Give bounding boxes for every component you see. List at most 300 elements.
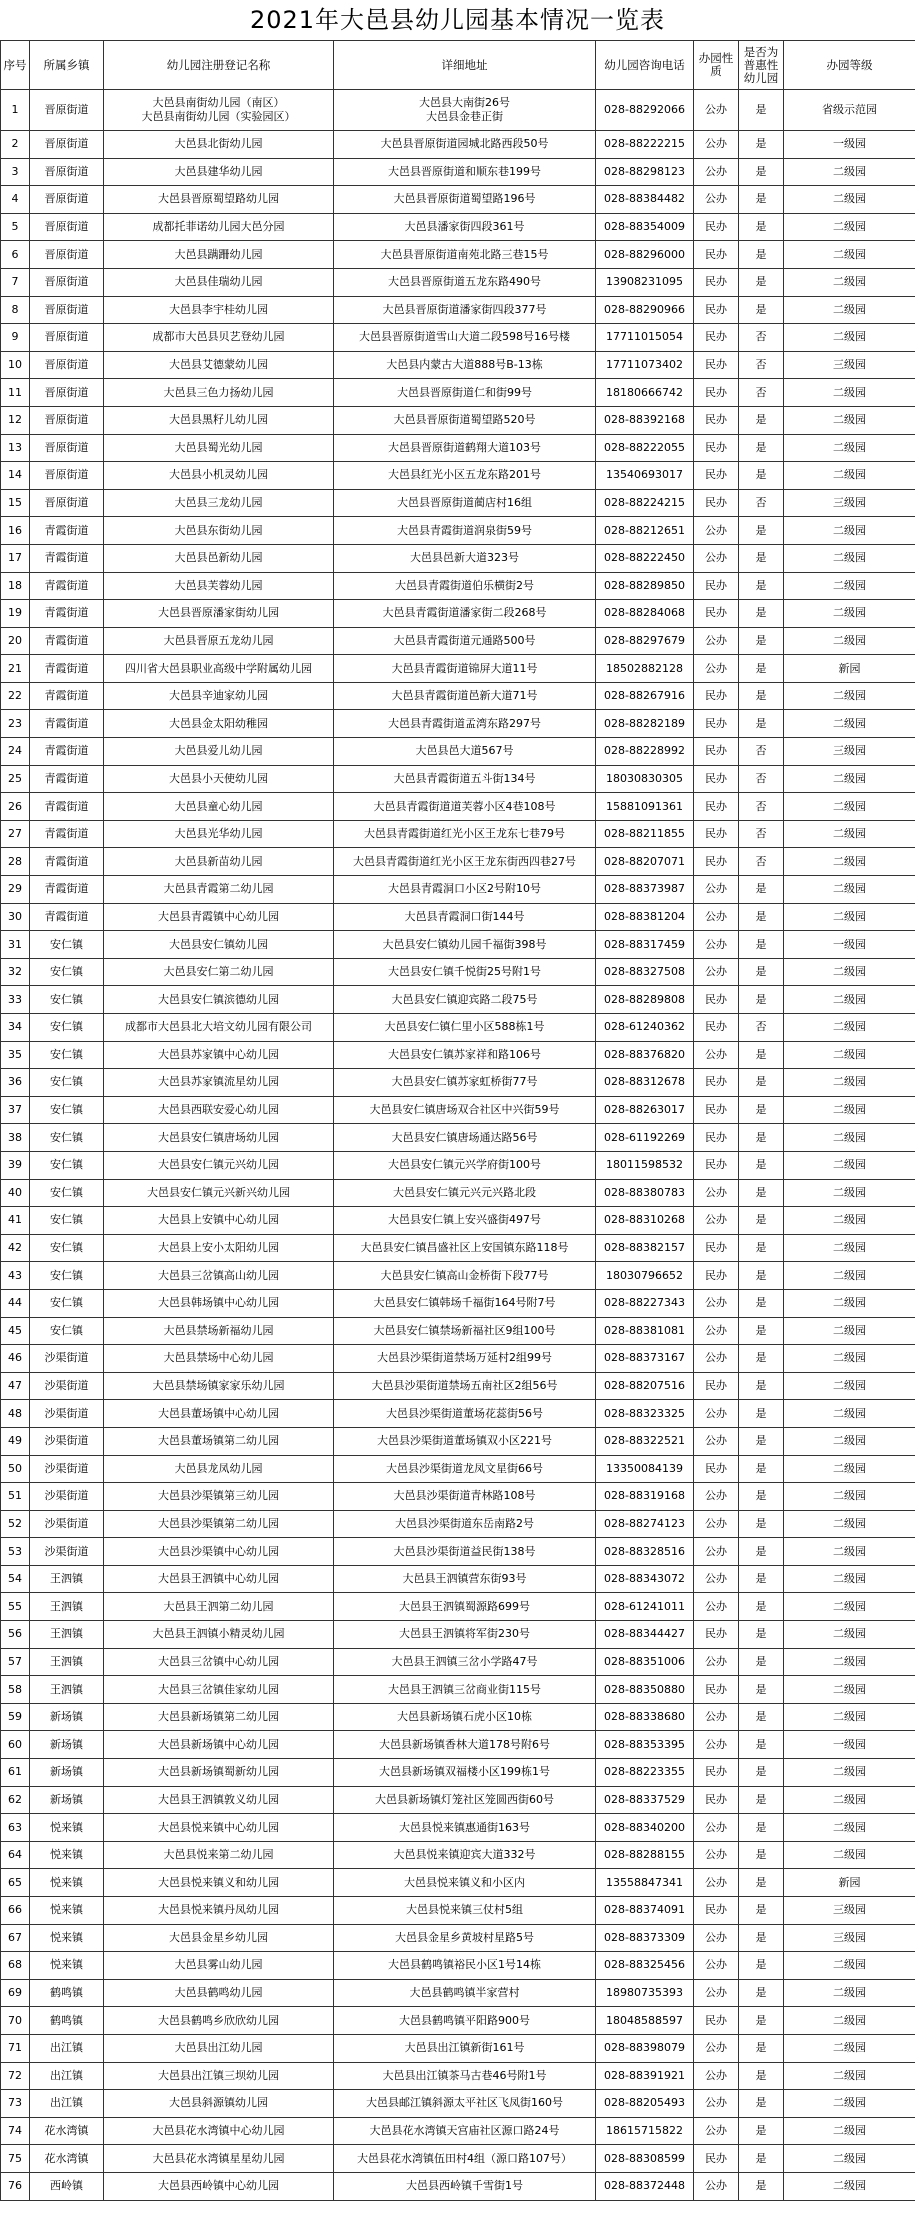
- cell-name: 大邑县新苗幼儿园: [104, 848, 334, 876]
- cell-phone: 028-88319168: [596, 1483, 694, 1511]
- cell-phone: 18030796652: [596, 1262, 694, 1290]
- cell-name: 大邑县三岔镇佳家幼儿园: [104, 1676, 334, 1704]
- cell-name: 大邑县蜀光幼儿园: [104, 434, 334, 462]
- cell-address: 大邑县沙渠街道禁场万延村2组99号: [334, 1345, 596, 1373]
- cell-address: 大邑县青霞洞口小区2号附10号: [334, 876, 596, 904]
- cell-town: 晋原街道: [30, 131, 104, 159]
- cell-grade: 二级园: [784, 1510, 915, 1538]
- cell-seq: 25: [1, 765, 30, 793]
- cell-phone: 028-88228992: [596, 738, 694, 766]
- table-row: [1, 1400, 915, 1428]
- cell-phone: 028-88308599: [596, 2145, 694, 2173]
- cell-nature: 公办: [694, 931, 739, 959]
- table-row: [1, 1234, 915, 1262]
- cell-seq: 54: [1, 1565, 30, 1593]
- cell-seq: 41: [1, 1207, 30, 1235]
- cell-nature: 民办: [694, 765, 739, 793]
- table-row: [1, 324, 915, 352]
- cell-name: 大邑县王泗镇小精灵幼儿园: [104, 1621, 334, 1649]
- cell-inclusive: 是: [739, 876, 784, 904]
- cell-inclusive: 是: [739, 1979, 784, 2007]
- cell-town: 青霞街道: [30, 793, 104, 821]
- cell-address: 大邑县沙渠街道董场花蕊街56号: [334, 1400, 596, 1428]
- table-row: [1, 793, 915, 821]
- cell-town: 悦来镇: [30, 1924, 104, 1952]
- cell-address: 大邑县出江镇茶马古巷46号附1号: [334, 2062, 596, 2090]
- cell-inclusive: 是: [739, 2007, 784, 2035]
- cell-name: 大邑县悦来镇丹凤幼儿园: [104, 1897, 334, 1925]
- cell-seq: 38: [1, 1124, 30, 1152]
- cell-phone: 028-88212651: [596, 517, 694, 545]
- cell-phone: 028-88274123: [596, 1510, 694, 1538]
- header-name: 幼儿园注册登记名称: [104, 41, 334, 90]
- cell-inclusive: 是: [739, 1179, 784, 1207]
- cell-inclusive: 否: [739, 793, 784, 821]
- cell-phone: 028-88296000: [596, 241, 694, 269]
- cell-phone: 18980735393: [596, 1979, 694, 2007]
- cell-grade: 二级园: [784, 1648, 915, 1676]
- cell-address: 大邑县西岭镇千雪街1号: [334, 2172, 596, 2200]
- cell-address: 大邑县安仁镇幼儿园千福街398号: [334, 931, 596, 959]
- cell-seq: 61: [1, 1759, 30, 1787]
- cell-address: 大邑县安仁镇千悦街25号附1号: [334, 958, 596, 986]
- cell-phone: 028-88317459: [596, 931, 694, 959]
- cell-nature: 民办: [694, 1621, 739, 1649]
- cell-phone: 028-88340200: [596, 1814, 694, 1842]
- cell-address: 大邑县青霞街道孟湾东路297号: [334, 710, 596, 738]
- cell-town: 晋原街道: [30, 90, 104, 131]
- cell-inclusive: 是: [739, 1151, 784, 1179]
- cell-seq: 39: [1, 1151, 30, 1179]
- cell-town: 悦来镇: [30, 1952, 104, 1980]
- cell-town: 安仁镇: [30, 1096, 104, 1124]
- cell-address: 大邑县潘家街四段361号: [334, 213, 596, 241]
- cell-seq: 27: [1, 820, 30, 848]
- cell-phone: 028-88227343: [596, 1289, 694, 1317]
- cell-inclusive: 是: [739, 958, 784, 986]
- cell-grade: 二级园: [784, 1703, 915, 1731]
- cell-address: 大邑县王泗镇将军街230号: [334, 1621, 596, 1649]
- cell-town: 沙渠街道: [30, 1510, 104, 1538]
- cell-inclusive: 否: [739, 848, 784, 876]
- cell-grade: 二级园: [784, 2007, 915, 2035]
- cell-nature: 民办: [694, 710, 739, 738]
- cell-phone: 028-88222055: [596, 434, 694, 462]
- cell-phone: 028-88297679: [596, 627, 694, 655]
- cell-phone: 028-88351006: [596, 1648, 694, 1676]
- table-row: [1, 186, 915, 214]
- cell-inclusive: 否: [739, 489, 784, 517]
- cell-name: 大邑县蹒跚幼儿园: [104, 241, 334, 269]
- cell-town: 安仁镇: [30, 1234, 104, 1262]
- cell-phone: 028-88289850: [596, 572, 694, 600]
- cell-seq: 70: [1, 2007, 30, 2035]
- cell-seq: 32: [1, 958, 30, 986]
- cell-inclusive: 否: [739, 738, 784, 766]
- cell-nature: 公办: [694, 1731, 739, 1759]
- cell-grade: 二级园: [784, 986, 915, 1014]
- table-row: [1, 131, 915, 159]
- cell-address: 大邑县青霞街道伯乐横街2号: [334, 572, 596, 600]
- cell-grade: 二级园: [784, 820, 915, 848]
- cell-nature: 民办: [694, 2145, 739, 2173]
- cell-inclusive: 是: [739, 986, 784, 1014]
- cell-phone: 18615715822: [596, 2117, 694, 2145]
- cell-address: 大邑县晋原街道蜀望路196号: [334, 186, 596, 214]
- cell-inclusive: 是: [739, 1897, 784, 1925]
- cell-grade: 二级园: [784, 379, 915, 407]
- table-row: [1, 1262, 915, 1290]
- table-header-row: [1, 41, 915, 90]
- table-row: [1, 2172, 915, 2200]
- cell-town: 晋原街道: [30, 489, 104, 517]
- cell-nature: 公办: [694, 1979, 739, 2007]
- cell-address: 大邑县晋原街道鹤翔大道103号: [334, 434, 596, 462]
- kindergarten-table: [0, 40, 915, 2201]
- cell-nature: 公办: [694, 2117, 739, 2145]
- cell-grade: 二级园: [784, 1014, 915, 1042]
- cell-address: 大邑县鹤鸣镇半家营村: [334, 1979, 596, 2007]
- cell-name: 大邑县苏家镇流星幼儿园: [104, 1069, 334, 1097]
- cell-inclusive: 是: [739, 1455, 784, 1483]
- cell-address: 大邑县晋原街道雪山大道二段598号16号楼: [334, 324, 596, 352]
- cell-town: 青霞街道: [30, 876, 104, 904]
- cell-address: 大邑县鹤鸣镇裕民小区1号14栋: [334, 1952, 596, 1980]
- cell-grade: 二级园: [784, 1952, 915, 1980]
- cell-address: 大邑县沙渠街道董场镇双小区221号: [334, 1427, 596, 1455]
- table-row: [1, 1014, 915, 1042]
- cell-inclusive: 是: [739, 903, 784, 931]
- cell-address: 大邑县青霞街道红光小区王龙东七巷79号: [334, 820, 596, 848]
- cell-town: 王泗镇: [30, 1565, 104, 1593]
- cell-name: 大邑县董场镇第二幼儿园: [104, 1427, 334, 1455]
- cell-address: 大邑县安仁镇苏家虹桥街77号: [334, 1069, 596, 1097]
- cell-inclusive: 是: [739, 1648, 784, 1676]
- cell-phone: 028-88325456: [596, 1952, 694, 1980]
- cell-nature: 民办: [694, 1455, 739, 1483]
- cell-town: 青霞街道: [30, 682, 104, 710]
- cell-inclusive: 是: [739, 1372, 784, 1400]
- cell-nature: 民办: [694, 1151, 739, 1179]
- cell-nature: 民办: [694, 1069, 739, 1097]
- cell-grade: 二级园: [784, 1289, 915, 1317]
- cell-phone: 028-88327508: [596, 958, 694, 986]
- cell-inclusive: 是: [739, 1400, 784, 1428]
- table-row: [1, 1510, 915, 1538]
- cell-name: 大邑县上安镇中心幼儿园: [104, 1207, 334, 1235]
- cell-town: 新场镇: [30, 1703, 104, 1731]
- cell-phone: 028-88354009: [596, 213, 694, 241]
- cell-name: 大邑县安仁镇元兴幼儿园: [104, 1151, 334, 1179]
- cell-phone: 13540693017: [596, 462, 694, 490]
- table-row: [1, 213, 915, 241]
- cell-phone: 028-88328516: [596, 1538, 694, 1566]
- cell-inclusive: 是: [739, 213, 784, 241]
- cell-seq: 34: [1, 1014, 30, 1042]
- cell-nature: 公办: [694, 903, 739, 931]
- cell-grade: 二级园: [784, 1317, 915, 1345]
- cell-grade: 二级园: [784, 1786, 915, 1814]
- cell-inclusive: 是: [739, 1759, 784, 1787]
- cell-town: 青霞街道: [30, 738, 104, 766]
- cell-name: 大邑县建华幼儿园: [104, 158, 334, 186]
- cell-address: 大邑县王泗镇蜀源路699号: [334, 1593, 596, 1621]
- cell-name: 大邑县光华幼儿园: [104, 820, 334, 848]
- table-row: [1, 434, 915, 462]
- cell-seq: 47: [1, 1372, 30, 1400]
- cell-phone: 028-88323325: [596, 1400, 694, 1428]
- cell-seq: 67: [1, 1924, 30, 1952]
- cell-name: 大邑县王泗第二幼儿园: [104, 1593, 334, 1621]
- cell-nature: 民办: [694, 351, 739, 379]
- cell-town: 晋原街道: [30, 324, 104, 352]
- cell-grade: 二级园: [784, 1096, 915, 1124]
- cell-town: 安仁镇: [30, 1014, 104, 1042]
- cell-grade: 二级园: [784, 848, 915, 876]
- cell-seq: 63: [1, 1814, 30, 1842]
- cell-grade: 三级园: [784, 1897, 915, 1925]
- cell-seq: 57: [1, 1648, 30, 1676]
- table-row: [1, 1207, 915, 1235]
- cell-name: 大邑县上安小太阳幼儿园: [104, 1234, 334, 1262]
- cell-inclusive: 是: [739, 1869, 784, 1897]
- cell-nature: 公办: [694, 2090, 739, 2118]
- table-row: [1, 2007, 915, 2035]
- cell-phone: 028-61241011: [596, 1593, 694, 1621]
- cell-inclusive: 是: [739, 1317, 784, 1345]
- cell-address: 大邑县内蒙古大道888号B-13栋: [334, 351, 596, 379]
- cell-inclusive: 是: [739, 1676, 784, 1704]
- cell-grade: 二级园: [784, 1124, 915, 1152]
- cell-name: 大邑县安仁镇唐场幼儿园: [104, 1124, 334, 1152]
- cell-grade: 二级园: [784, 1041, 915, 1069]
- cell-inclusive: 否: [739, 820, 784, 848]
- cell-seq: 55: [1, 1593, 30, 1621]
- cell-grade: 二级园: [784, 1151, 915, 1179]
- cell-name: 大邑县佳瑞幼儿园: [104, 268, 334, 296]
- cell-town: 沙渠街道: [30, 1400, 104, 1428]
- cell-phone: 028-88381081: [596, 1317, 694, 1345]
- cell-grade: 二级园: [784, 600, 915, 628]
- cell-phone: 028-88289808: [596, 986, 694, 1014]
- cell-phone: 028-88381204: [596, 903, 694, 931]
- cell-town: 王泗镇: [30, 1676, 104, 1704]
- header-nature: 办园性质: [694, 41, 739, 90]
- cell-name: 大邑县东街幼儿园: [104, 517, 334, 545]
- cell-address: 大邑县安仁镇元兴元兴路北段: [334, 1179, 596, 1207]
- cell-address: 大邑县安仁镇上安兴盛街497号: [334, 1207, 596, 1235]
- cell-town: 悦来镇: [30, 1869, 104, 1897]
- cell-town: 出江镇: [30, 2034, 104, 2062]
- header-grade: 办园等级: [784, 41, 915, 90]
- cell-name: 大邑县童心幼儿园: [104, 793, 334, 821]
- cell-name: 大邑县斜源镇幼儿园: [104, 2090, 334, 2118]
- cell-nature: 民办: [694, 324, 739, 352]
- table-row: [1, 1427, 915, 1455]
- cell-name: 大邑县青霞第二幼儿园: [104, 876, 334, 904]
- cell-grade: 二级园: [784, 406, 915, 434]
- cell-seq: 18: [1, 572, 30, 600]
- cell-nature: 公办: [694, 876, 739, 904]
- table-row: [1, 682, 915, 710]
- cell-grade: 二级园: [784, 1621, 915, 1649]
- cell-name: 大邑县邑新幼儿园: [104, 544, 334, 572]
- table-row: [1, 1621, 915, 1649]
- cell-address: 大邑县沙渠街道东岳南路2号: [334, 1510, 596, 1538]
- document-title: 2021年大邑县幼儿园基本情况一览表: [249, 6, 666, 34]
- cell-name: 大邑县新场镇蜀新幼儿园: [104, 1759, 334, 1787]
- cell-name: 大邑县悦来镇义和幼儿园: [104, 1869, 334, 1897]
- cell-inclusive: 是: [739, 2117, 784, 2145]
- cell-address: 大邑县新场镇双福楼小区199栋1号: [334, 1759, 596, 1787]
- cell-phone: 028-88282189: [596, 710, 694, 738]
- cell-nature: 公办: [694, 1483, 739, 1511]
- cell-phone: 028-88338680: [596, 1703, 694, 1731]
- table-row: [1, 1841, 915, 1869]
- cell-phone: 028-88298123: [596, 158, 694, 186]
- cell-address: 大邑县晋原街道五龙东路490号: [334, 268, 596, 296]
- cell-grade: 二级园: [784, 2062, 915, 2090]
- cell-inclusive: 是: [739, 296, 784, 324]
- cell-address: 大邑县青霞街道五斗街134号: [334, 765, 596, 793]
- cell-seq: 56: [1, 1621, 30, 1649]
- cell-seq: 71: [1, 2034, 30, 2062]
- cell-nature: 公办: [694, 1400, 739, 1428]
- cell-inclusive: 是: [739, 1703, 784, 1731]
- cell-phone: 028-88222215: [596, 131, 694, 159]
- cell-inclusive: 是: [739, 1262, 784, 1290]
- table-row: [1, 1041, 915, 1069]
- cell-address: 大邑县安仁镇昌盛社区上安国镇东路118号: [334, 1234, 596, 1262]
- cell-town: 沙渠街道: [30, 1455, 104, 1483]
- cell-town: 安仁镇: [30, 931, 104, 959]
- cell-town: 青霞街道: [30, 655, 104, 683]
- cell-nature: 公办: [694, 1317, 739, 1345]
- cell-town: 安仁镇: [30, 958, 104, 986]
- cell-grade: 二级园: [784, 544, 915, 572]
- cell-address: 大邑县王泗镇三岔小学路47号: [334, 1648, 596, 1676]
- cell-grade: 二级园: [784, 158, 915, 186]
- cell-seq: 42: [1, 1234, 30, 1262]
- cell-address: 大邑县邮江镇斜源太平社区飞凤街160号: [334, 2090, 596, 2118]
- cell-grade: 二级园: [784, 268, 915, 296]
- cell-name: 大邑县安仁镇元兴新兴幼儿园: [104, 1179, 334, 1207]
- cell-nature: 公办: [694, 655, 739, 683]
- cell-name: 大邑县黑籽儿幼儿园: [104, 406, 334, 434]
- cell-grade: 二级园: [784, 1262, 915, 1290]
- cell-address: 大邑县安仁镇韩场千福街164号附7号: [334, 1289, 596, 1317]
- cell-grade: 三级园: [784, 351, 915, 379]
- cell-grade: 二级园: [784, 1179, 915, 1207]
- cell-seq: 50: [1, 1455, 30, 1483]
- cell-address: 大邑县青霞街道红光小区王龙东街西四巷27号: [334, 848, 596, 876]
- cell-seq: 60: [1, 1731, 30, 1759]
- cell-town: 青霞街道: [30, 820, 104, 848]
- cell-grade: 一级园: [784, 931, 915, 959]
- table-row: [1, 544, 915, 572]
- cell-address: 大邑县悦来镇惠通街163号: [334, 1814, 596, 1842]
- cell-seq: 16: [1, 517, 30, 545]
- cell-seq: 14: [1, 462, 30, 490]
- cell-grade: 二级园: [784, 1814, 915, 1842]
- table-row: [1, 406, 915, 434]
- cell-town: 安仁镇: [30, 1124, 104, 1152]
- cell-nature: 公办: [694, 1924, 739, 1952]
- table-row: [1, 627, 915, 655]
- cell-inclusive: 是: [739, 406, 784, 434]
- cell-name: 大邑县艾德蒙幼儿园: [104, 351, 334, 379]
- cell-grade: 一级园: [784, 131, 915, 159]
- cell-phone: 028-88374091: [596, 1897, 694, 1925]
- cell-address: 大邑县安仁镇元兴学府街100号: [334, 1151, 596, 1179]
- cell-seq: 45: [1, 1317, 30, 1345]
- cell-seq: 5: [1, 213, 30, 241]
- cell-inclusive: 是: [739, 572, 784, 600]
- cell-seq: 17: [1, 544, 30, 572]
- cell-address: 大邑县安仁镇唐场双合社区中兴街59号: [334, 1096, 596, 1124]
- cell-nature: 公办: [694, 544, 739, 572]
- cell-nature: 民办: [694, 572, 739, 600]
- cell-town: 青霞街道: [30, 627, 104, 655]
- cell-town: 新场镇: [30, 1759, 104, 1787]
- cell-seq: 76: [1, 2172, 30, 2200]
- cell-seq: 40: [1, 1179, 30, 1207]
- cell-nature: 公办: [694, 1538, 739, 1566]
- cell-nature: 民办: [694, 1786, 739, 1814]
- cell-phone: 028-88353395: [596, 1731, 694, 1759]
- cell-seq: 36: [1, 1069, 30, 1097]
- cell-seq: 37: [1, 1096, 30, 1124]
- cell-inclusive: 是: [739, 241, 784, 269]
- cell-address: 大邑县青霞街道锦屏大道11号: [334, 655, 596, 683]
- cell-name: 大邑县西联安爱心幼儿园: [104, 1096, 334, 1124]
- cell-phone: 028-88263017: [596, 1096, 694, 1124]
- cell-town: 安仁镇: [30, 1317, 104, 1345]
- cell-town: 青霞街道: [30, 765, 104, 793]
- cell-phone: 028-88372448: [596, 2172, 694, 2200]
- cell-grade: 二级园: [784, 1676, 915, 1704]
- cell-phone: 028-88284068: [596, 600, 694, 628]
- cell-grade: 三级园: [784, 489, 915, 517]
- cell-inclusive: 是: [739, 655, 784, 683]
- cell-town: 青霞街道: [30, 600, 104, 628]
- cell-inclusive: 是: [739, 434, 784, 462]
- table-row: [1, 738, 915, 766]
- cell-phone: 028-88222450: [596, 544, 694, 572]
- cell-nature: 公办: [694, 186, 739, 214]
- cell-inclusive: 是: [739, 1786, 784, 1814]
- cell-grade: 二级园: [784, 241, 915, 269]
- cell-seq: 11: [1, 379, 30, 407]
- cell-inclusive: 是: [739, 158, 784, 186]
- cell-name: 大邑县董场镇中心幼儿园: [104, 1400, 334, 1428]
- cell-name: 大邑县安仁镇滨德幼儿园: [104, 986, 334, 1014]
- cell-inclusive: 是: [739, 1096, 784, 1124]
- table-row: [1, 1897, 915, 1925]
- cell-grade: 二级园: [784, 1841, 915, 1869]
- cell-town: 晋原街道: [30, 268, 104, 296]
- cell-seq: 68: [1, 1952, 30, 1980]
- cell-grade: 二级园: [784, 1565, 915, 1593]
- cell-name: 大邑县悦来镇中心幼儿园: [104, 1814, 334, 1842]
- cell-name: 大邑县三龙幼儿园: [104, 489, 334, 517]
- cell-town: 沙渠街道: [30, 1538, 104, 1566]
- cell-name: 大邑县青霞镇中心幼儿园: [104, 903, 334, 931]
- cell-town: 晋原街道: [30, 158, 104, 186]
- cell-town: 青霞街道: [30, 710, 104, 738]
- cell-nature: 公办: [694, 1510, 739, 1538]
- cell-town: 安仁镇: [30, 1069, 104, 1097]
